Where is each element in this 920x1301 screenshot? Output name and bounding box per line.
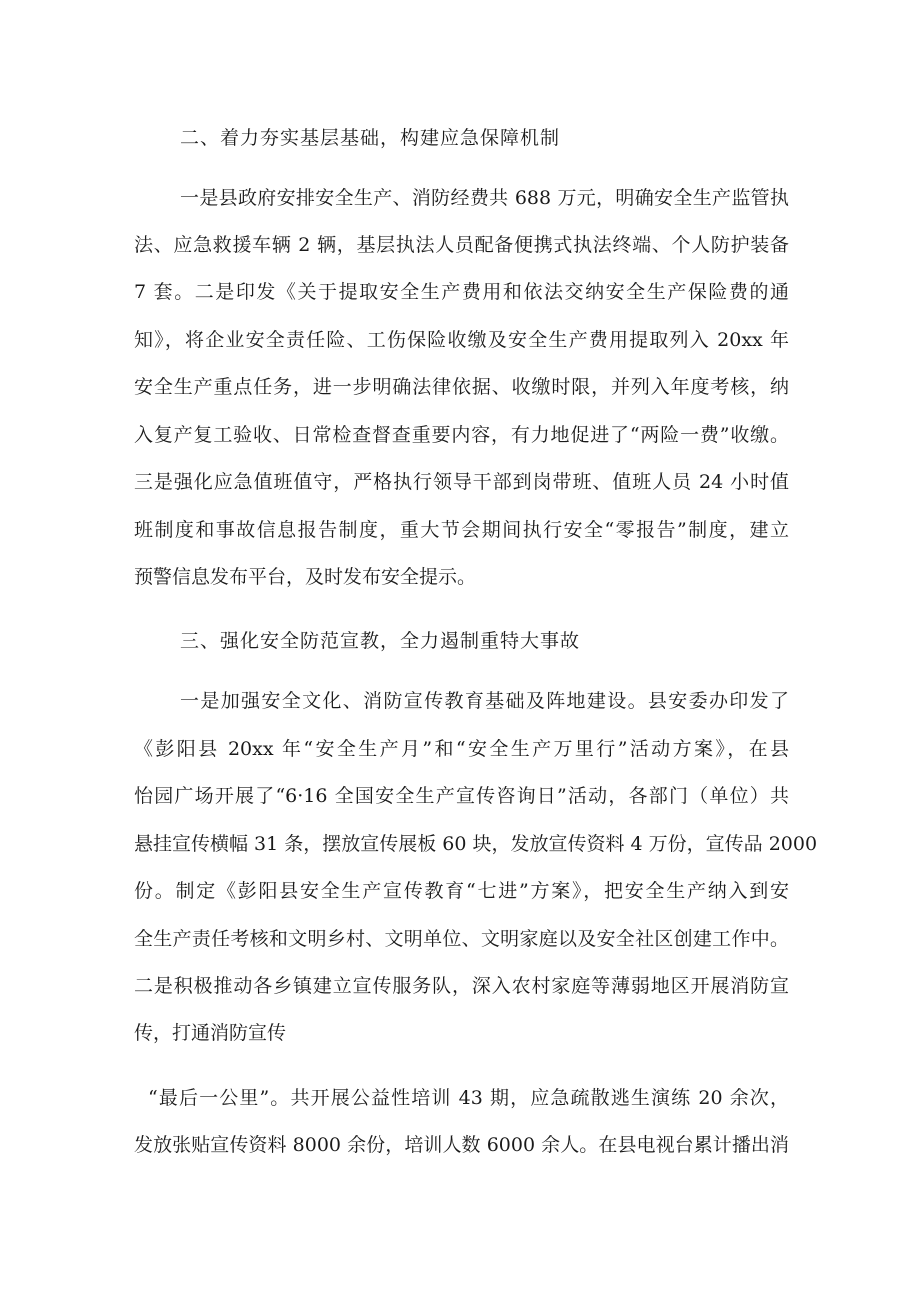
paragraph-line: 入复产复工验收、日常检查督查重要内容，有力地促进了“两险一费”收缴。 [134,424,789,446]
paragraph-line: 传，打通消防宣传 [134,1022,287,1044]
paragraph-line: 知》，将企业安全责任险、工伤保险收缴及安全生产费用提取列入 20xx 年 [134,329,789,351]
paragraph-line: 三是强化应急值班值守，严格执行领导干部到岗带班、值班人员 24 小时值 [134,471,789,493]
paragraph-line: 全生产责任考核和文明乡村、文明单位、文明家庭以及安全社区创建工作中。 [134,928,789,950]
paragraph-line: 班制度和事故信息报告制度，重大节会期间执行安全“零报告”制度，建立 [134,519,789,541]
paragraph-line: 7 套。二是印发《关于提取安全生产费用和依法交纳安全生产保险费的通 [134,281,789,303]
paragraph-line: 预警信息发布平台，及时发布安全提示。 [134,566,477,588]
paragraph-line: 安全生产重点任务，进一步明确法律依据、收缴时限，并列入年度考核，纳 [134,376,789,398]
paragraph-line: 二是积极推动各乡镇建立宣传服务队，深入农村家庭等薄弱地区开展消防宣 [134,975,789,997]
paragraph-line: 悬挂宣传横幅 31 条，摆放宣传展板 60 块，发放宣传资料 4 万份，宣传品 2000 [134,833,818,855]
paragraph-line: 一是加强安全文化、消防宣传教育基础及阵地建设。县安委办印发了 [180,690,789,712]
paragraph-line: 发放张贴宣传资料 8000 余份，培训人数 6000 余人。在县电视台累计播出消 [134,1134,789,1156]
paragraph-line: 一是县政府安排安全生产、消防经费共 688 万元，明确安全生产监管执 [180,187,789,209]
section-heading-2: 二、着力夯实基层基础，构建应急保障机制 [180,127,561,149]
section-heading-3: 三、强化安全防范宣教，全力遏制重特大事故 [180,630,581,652]
paragraph-line: 份。制定《彭阳县安全生产宣传教育“七进”方案》，把安全生产纳入到安 [134,880,789,902]
paragraph-line: 《彭阳县 20xx 年“安全生产月”和“安全生产万里行”活动方案》，在县 [134,738,789,760]
paragraph-line: “最后一公里”。共开展公益性培训 43 期，应急疏散逃生演练 20 余次， [148,1087,789,1109]
paragraph-line: 怡园广场开展了“6·16 全国安全生产宣传咨询日”活动，各部门（单位）共 [134,785,789,807]
paragraph-line: 法、应急救援车辆 2 辆，基层执法人员配备便携式执法终端、个人防护装备 [134,234,789,256]
